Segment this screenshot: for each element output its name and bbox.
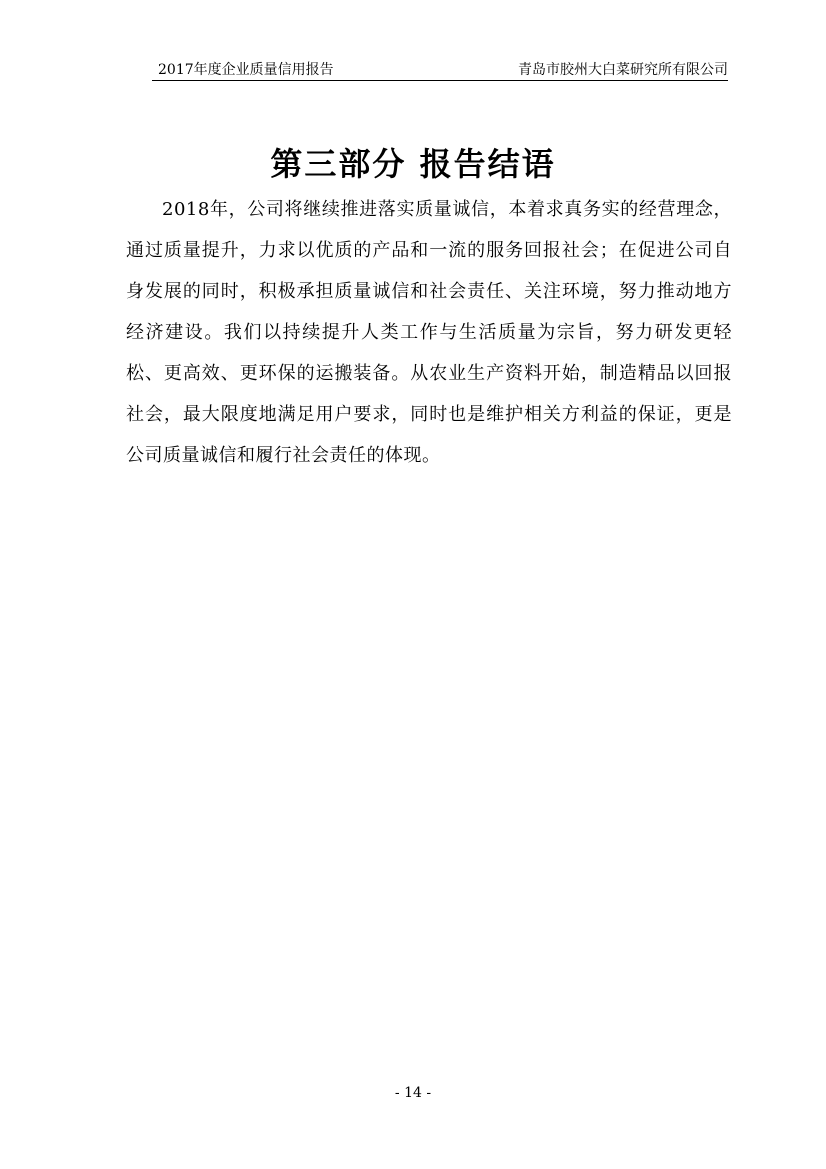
section-title: 第三部分 报告结语 [270, 145, 556, 183]
report-name: 2017年度企业质量信用报告 [158, 62, 334, 78]
conclusion-paragraph: 2018年，公司将继续推进落实质量诚信，本着求真务实的经营理念，通过质量提升，力求以优质的产品和一流的服务回报社会；在促进公司自身发展的同时，积极承担质量诚信和社会责任、关注环境，努力推动地方经济建设。我们以持续提升人类工作与生活质量为宗旨，努力研发更轻松、更高效、更环保的运搬装备。从农业生产资料开始，制造精品以回报社会，最大限度地满足用户要求，同时也是维护相关方利益的保证，更是公司质量诚信和履行社会责任的体现。 [126, 199, 732, 466]
company-name: 青岛市胶州大白菜研究所有限公司 [518, 62, 728, 78]
page-header [152, 60, 728, 81]
page-number: - 14 - [394, 1085, 432, 1101]
